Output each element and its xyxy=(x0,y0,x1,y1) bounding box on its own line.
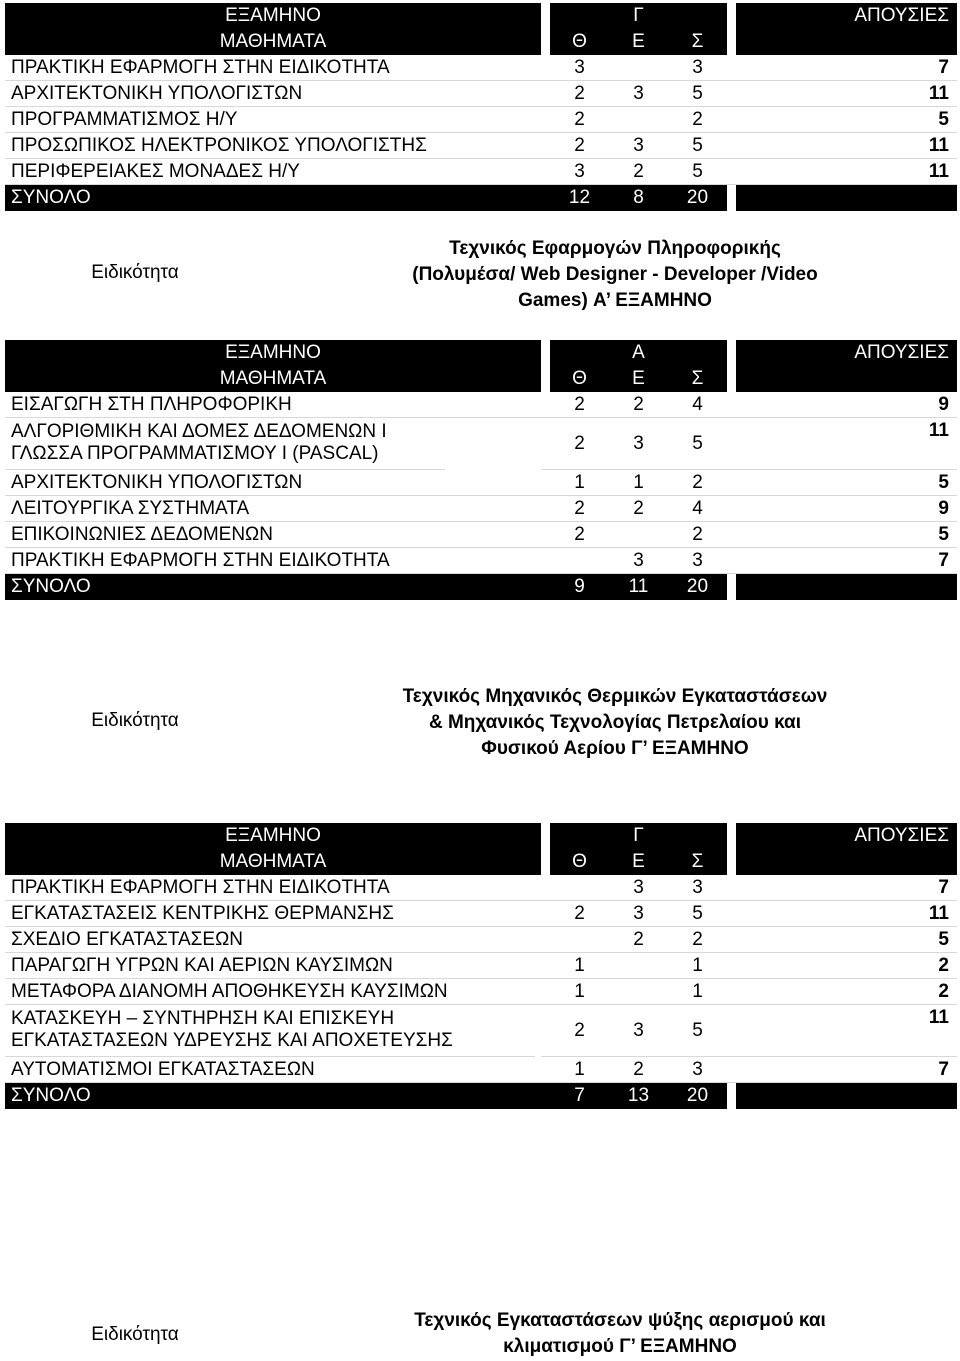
course-name: ΠΡΟΓΡΑΜΜΑΤΙΣΜΟΣ Η/Υ xyxy=(5,107,541,133)
subheader-sum: Σ xyxy=(668,849,727,875)
subheader-courses: ΜΑΘΗΜΑΤΑ xyxy=(5,849,541,875)
subheader-lab: Ε xyxy=(609,366,668,392)
total-lab: 11 xyxy=(609,574,668,600)
subheader-courses: ΜΑΘΗΜΑΤΑ xyxy=(5,366,541,392)
course-name: ΚΑΤΑΣΚΕΥΗ – ΣΥΝΤΗΡΗΣΗ ΚΑΙ ΕΠΙΣΚΕΥΗ ΕΓΚΑΤΑΣΤΑΣΕΩΝ ΥΔΡΕΥΣΗΣ ΚΑΙ ΑΠΟΧΕΤΕΥΣΗΣ xyxy=(5,1005,535,1057)
course-name: ΕΓΚΑΤΑΣΤΑΣΕΙΣ ΚΕΝΤΡΙΚΗΣ ΘΕΡΜΑΝΣΗΣ xyxy=(5,901,541,927)
course-name: ΑΡΧΙΤΕΚΤΟΝΙΚΗ ΥΠΟΛΟΓΙΣΤΩΝ xyxy=(5,81,541,107)
table-semester-c-thermal: ΕΞΑΜΗΝΟ Γ ΑΠΟΥΣΙΕΣ ΜΑΘΗΜΑΤΑ Θ Ε Σ ΠΡΑΚΤΙΚΗ ΕΦΑΡΜΟΓΗ ΣΤΗΝ ΕΙΔΙΚΟΤΗΤΑ 3 3 7 ΕΓΚΑΤΑΣΤΑΣΕΙΣ ΚΕΝΤΡΙΚΗΣ ΘΕΡΜΑΝΣΗΣ 2 3 5 11 ΣΧΕΔΙΟ ΕΓΚΑΤΑΣΤΑΣΕΩΝ 2 2 5 ΠΑΡΑΓΩΓΗ ΥΓΡΩΝ ΚΑΙ ΑΕΡΙΩΝ ΚΑΥΣΙΜΩΝ 1 1 2 ΜΕΤΑΦΟΡΑ ΔΙΑΝΟΜΗ ΑΠΟΘΗΚΕΥΣΗ ΚΑΥΣΙΜΩΝ 1 1 2 ΚΑΤΑΣΚΕΥΗ – ΣΥΝΤΗΡΗΣΗ ΚΑΙ ΕΠΙΣΚΕΥΗ ΕΓΚΑΤΑΣΤΑΣΕΩΝ ΥΔΡΕΥΣΗΣ ΚΑΙ ΑΠΟΧΕΤΕΥΣΗΣ 2 3 5 11 ΑΥΤΟΜΑΤΙΣΜΟΙ ΕΓΚΑΤΑΣΤΑΣΕΩΝ 1 2 3 7 ΣΥΝΟΛΟ 7 13 20 xyxy=(5,823,957,1109)
course-name: ΠΡΑΚΤΙΚΗ ΕΦΑΡΜΟΓΗ ΣΤΗΝ ΕΙΔΙΚΟΤΗΤΑ xyxy=(5,548,541,574)
header-semester-value: Γ xyxy=(633,5,644,26)
course-name: ΑΡΧΙΤΕΚΤΟΝΙΚΗ ΥΠΟΛΟΓΙΣΤΩΝ xyxy=(5,470,541,496)
total-sum: 20 xyxy=(668,574,727,600)
course-name: ΣΧΕΔΙΟ ΕΓΚΑΤΑΣΤΑΣΕΩΝ xyxy=(5,927,541,953)
total-label: ΣΥΝΟΛΟ xyxy=(5,185,541,211)
course-name: ΠΑΡΑΓΩΓΗ ΥΓΡΩΝ ΚΑΙ ΑΕΡΙΩΝ ΚΑΥΣΙΜΩΝ xyxy=(5,953,541,979)
specialty-label: Ειδικότητα xyxy=(91,710,179,731)
subheader-lab: Ε xyxy=(609,29,668,55)
header-semester: ΕΞΑΜΗΝΟ xyxy=(5,823,541,849)
subheader-theory: Θ xyxy=(550,849,609,875)
specialty-label: Ειδικότητα xyxy=(91,262,179,283)
specialty-label: Ειδικότητα xyxy=(91,1324,179,1345)
course-name: ΕΠΙΚΟΙΝΩΝΙΕΣ ΔΕΔΟΜΕΝΩΝ xyxy=(5,522,541,548)
course-name: ΠΡΟΣΩΠΙΚΟΣ ΗΛΕΚΤΡΟΝΙΚΟΣ ΥΠΟΛΟΓΙΣΤΗΣ xyxy=(5,133,541,159)
course-name: ΑΛΓΟΡΙΘΜΙΚΗ ΚΑΙ ΔΟΜΕΣ ΔΕΔΟΜΕΝΩΝ Ι ΓΛΩΣΣΑ ΠΡΟΓΡΑΜΜΑΤΙΣΜΟΥ Ι (PASCAL) xyxy=(5,418,445,470)
course-name: ΜΕΤΑΦΟΡΑ ΔΙΑΝΟΜΗ ΑΠΟΘΗΚΕΥΣΗ ΚΑΥΣΙΜΩΝ xyxy=(5,979,541,1005)
header-absences: ΑΠΟΥΣΙΕΣ xyxy=(736,340,957,366)
course-name: ΠΡΑΚΤΙΚΗ ΕΦΑΡΜΟΓΗ ΣΤΗΝ ΕΙΔΙΚΟΤΗΤΑ xyxy=(5,55,541,81)
specialty-title: Τεχνικός Εφαρμογών Πληροφορικής (Πολυμέσα/ Web Designer - Developer /Video Games) Α’ ΕΞΑΜΗΝΟ xyxy=(412,238,818,311)
total-lab: 8 xyxy=(609,185,668,211)
specialty-title: Τεχνικός Εγκαταστάσεων ψύξης αερισμού και κλιματισμού Γ’ ΕΞΑΜΗΝΟ xyxy=(414,1310,826,1357)
course-name: ΠΡΑΚΤΙΚΗ ΕΦΑΡΜΟΓΗ ΣΤΗΝ ΕΙΔΙΚΟΤΗΤΑ xyxy=(5,875,541,901)
header-absences: ΑΠΟΥΣΙΕΣ xyxy=(736,3,957,29)
subheader-sum: Σ xyxy=(668,366,727,392)
total-theory: 12 xyxy=(550,185,609,211)
total-sum: 20 xyxy=(668,185,727,211)
header-absences: ΑΠΟΥΣΙΕΣ xyxy=(736,823,957,849)
total-sum: 20 xyxy=(668,1083,727,1109)
course-name: ΛΕΙΤΟΥΡΓΙΚΑ ΣΥΣΤΗΜΑΤΑ xyxy=(5,496,541,522)
table-semester-a-it: ΕΞΑΜΗΝΟ Α ΑΠΟΥΣΙΕΣ ΜΑΘΗΜΑΤΑ Θ Ε Σ ΕΙΣΑΓΩΓΗ ΣΤΗ ΠΛΗΡΟΦΟΡΙΚΗ 2 2 4 9 ΑΛΓΟΡΙΘΜΙΚΗ ΚΑΙ ΔΟΜΕΣ ΔΕΔΟΜΕΝΩΝ Ι ΓΛΩΣΣΑ ΠΡΟΓΡΑΜΜΑΤΙΣΜΟΥ Ι (PASCAL) 2 3 5 11 ΑΡΧΙΤΕΚΤΟΝΙΚΗ ΥΠΟΛΟΓΙΣΤΩΝ 1 1 2 5 ΛΕΙΤΟΥΡΓΙΚΑ ΣΥΣΤΗΜΑΤΑ 2 2 4 9 ΕΠΙΚΟΙΝΩΝΙΕΣ ΔΕΔΟΜΕΝΩΝ 2 2 5 ΠΡΑΚΤΙΚΗ ΕΦΑΡΜΟΓΗ ΣΤΗΝ ΕΙΔΙΚΟΤΗΤΑ 3 3 7 ΣΥΝΟΛΟ 9 11 20 xyxy=(5,340,957,600)
specialty-title: Τεχνικός Μηχανικός Θερμικών Εγκαταστάσεων & Μηχανικός Τεχνολογίας Πετρελαίου και Φυσικού Αερίου Γ’ ΕΞΑΜΗΝΟ xyxy=(402,686,828,759)
course-name: ΕΙΣΑΓΩΓΗ ΣΤΗ ΠΛΗΡΟΦΟΡΙΚΗ xyxy=(5,392,541,418)
total-lab: 13 xyxy=(609,1083,668,1109)
subheader-theory: Θ xyxy=(550,366,609,392)
course-name: ΠΕΡΙΦΕΡΕΙΑΚΕΣ ΜΟΝΑΔΕΣ Η/Υ xyxy=(5,159,541,185)
table-semester-c-it: ΕΞΑΜΗΝΟ Γ ΑΠΟΥΣΙΕΣ ΜΑΘΗΜΑΤΑ Θ Ε Σ ΠΡΑΚΤΙΚΗ ΕΦΑΡΜΟΓΗ ΣΤΗΝ ΕΙΔΙΚΟΤΗΤΑ 3 3 7 ΑΡΧΙΤΕΚΤΟΝΙΚΗ ΥΠΟΛΟΓΙΣΤΩΝ 2 3 5 11 ΠΡΟΓΡΑΜΜΑΤΙΣΜΟΣ Η/Υ 2 2 5 ΠΡΟΣΩΠΙΚΟΣ ΗΛΕΚΤΡΟΝΙΚΟΣ ΥΠΟΛΟΓΙΣΤΗΣ 2 3 5 11 ΠΕΡΙΦΕΡΕΙΑΚΕΣ ΜΟΝΑΔΕΣ Η/Υ 3 2 5 11 ΣΥΝΟΛΟ 12 8 20 xyxy=(5,3,957,211)
header-semester: ΕΞΑΜΗΝΟ xyxy=(5,340,541,366)
total-label: ΣΥΝΟΛΟ xyxy=(5,574,541,600)
subheader-theory: Θ xyxy=(550,29,609,55)
header-semester: ΕΞΑΜΗΝΟ xyxy=(5,3,541,29)
total-theory: 7 xyxy=(550,1083,609,1109)
total-label: ΣΥΝΟΛΟ xyxy=(5,1083,541,1109)
header-semester-value: Α xyxy=(632,342,645,363)
header-semester-value: Γ xyxy=(633,825,644,846)
total-theory: 9 xyxy=(550,574,609,600)
subheader-lab: Ε xyxy=(609,849,668,875)
subheader-courses: ΜΑΘΗΜΑΤΑ xyxy=(5,29,541,55)
course-name: ΑΥΤΟΜΑΤΙΣΜΟΙ ΕΓΚΑΤΑΣΤΑΣΕΩΝ xyxy=(5,1057,541,1083)
subheader-sum: Σ xyxy=(668,29,727,55)
